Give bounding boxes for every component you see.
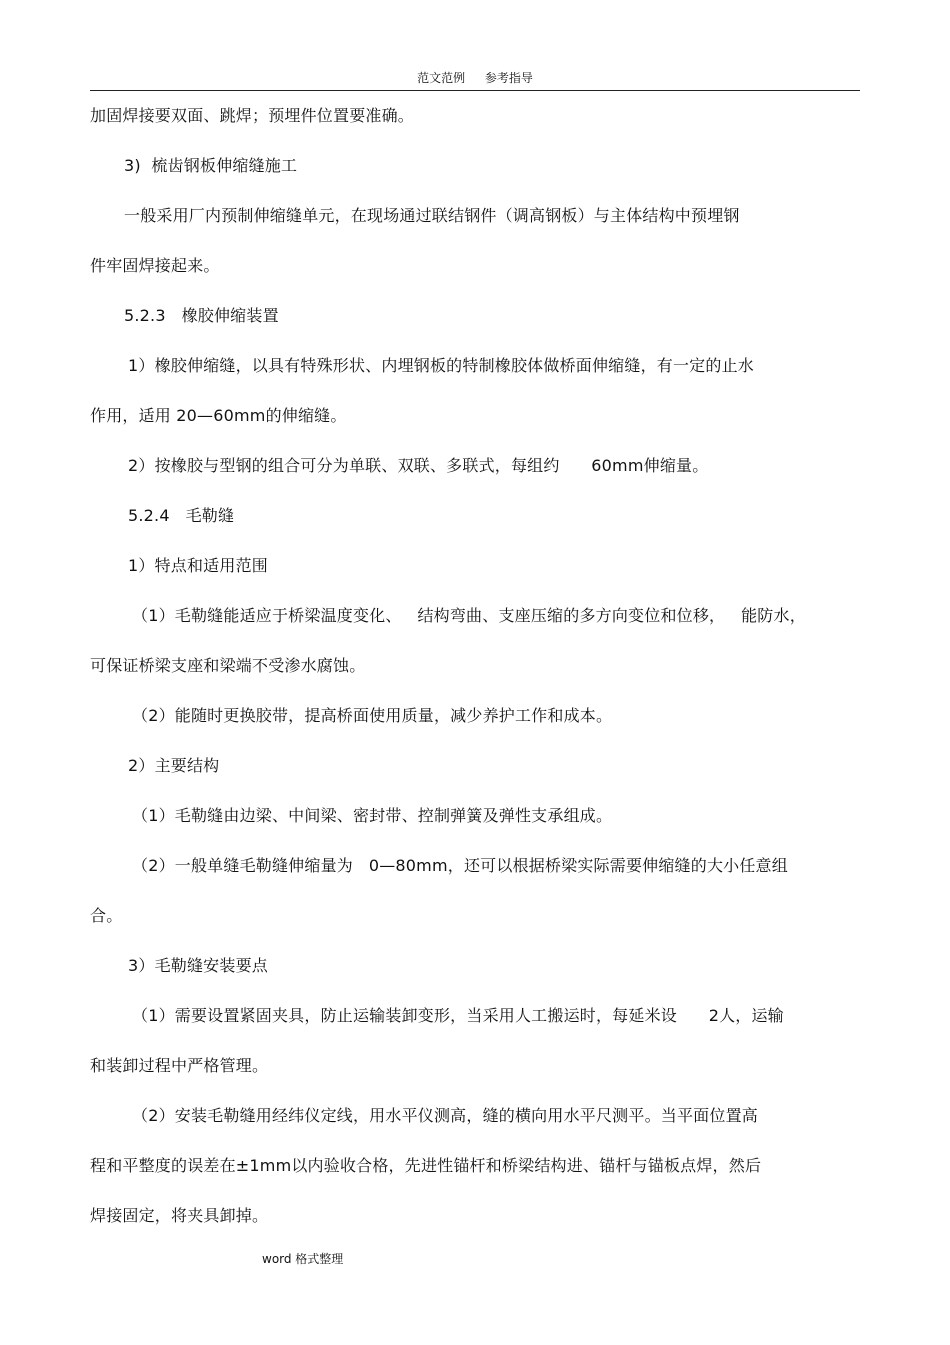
paragraph-line: （2）能随时更换胶带，提高桥面使用质量，减少养护工作和成本。 <box>132 706 613 725</box>
paragraph-line: （1）需要设置紧固夹具，防止运输装卸变形，当采用人工搬运时，每延米设 2人，运输 <box>132 1006 784 1025</box>
paragraph-line: 和装卸过程中严格管理。 <box>90 1056 269 1075</box>
paragraph-line: 加固焊接要双面、跳焊；预埋件位置要准确。 <box>90 106 415 125</box>
section-heading: 3) 梳齿钢板伸缩缝施工 <box>124 156 298 175</box>
paragraph-line: 程和平整度的误差在±1mm以内验收合格，先进性锚杆和桥梁结构进、锚杆与锚板点焊，然后 <box>90 1156 762 1175</box>
page-footer: word 格式整理 <box>262 1252 344 1266</box>
paragraph-line: （2）安装毛勒缝用经纬仪定线，用水平仪测高，缝的横向用水平尺测平。当平面位置高 <box>132 1106 758 1125</box>
paragraph-line: 件牢固焊接起来。 <box>90 256 220 275</box>
paragraph-line: 1）橡胶伸缩缝，以具有特殊形状、内埋钢板的特制橡胶体做桥面伸缩缝，有一定的止水 <box>128 356 754 375</box>
paragraph-line: 2）按橡胶与型钢的组合可分为单联、双联、多联式，每组约 60mm伸缩量。 <box>128 456 709 475</box>
paragraph-line: 焊接固定，将夹具卸掉。 <box>90 1206 269 1225</box>
paragraph-line: 作用，适用 20—60mm的伸缩缝。 <box>90 406 347 425</box>
section-heading: 5.2.4 毛勒缝 <box>128 506 235 525</box>
paragraph-line: （1）毛勒缝由边梁、中间梁、密封带、控制弹簧及弹性支承组成。 <box>132 806 613 825</box>
subsection-heading: 1）特点和适用范围 <box>128 556 268 575</box>
paragraph-line: 合。 <box>90 906 123 925</box>
paragraph-line: （1）毛勒缝能适应于桥梁温度变化、 结构弯曲、支座压缩的多方向变位和位移， 能防水， <box>132 606 806 625</box>
paragraph-line: 一般采用厂内预制伸缩缝单元，在现场通过联结钢件（调高钢板）与主体结构中预埋钢 <box>124 206 740 225</box>
page-header <box>90 66 860 91</box>
paragraph-line: （2）一般单缝毛勒缝伸缩量为 0—80mm，还可以根据桥梁实际需要伸缩缝的大小任意组 <box>132 856 788 875</box>
paragraph-line: 可保证桥梁支座和梁端不受渗水腐蚀。 <box>90 656 366 675</box>
header-left-text: 范文范例 <box>417 71 466 85</box>
section-heading: 5.2.3 橡胶伸缩装置 <box>124 306 279 325</box>
subsection-heading: 3）毛勒缝安装要点 <box>128 956 268 975</box>
header-right-text: 参考指导 <box>484 71 533 85</box>
subsection-heading: 2）主要结构 <box>128 756 220 775</box>
